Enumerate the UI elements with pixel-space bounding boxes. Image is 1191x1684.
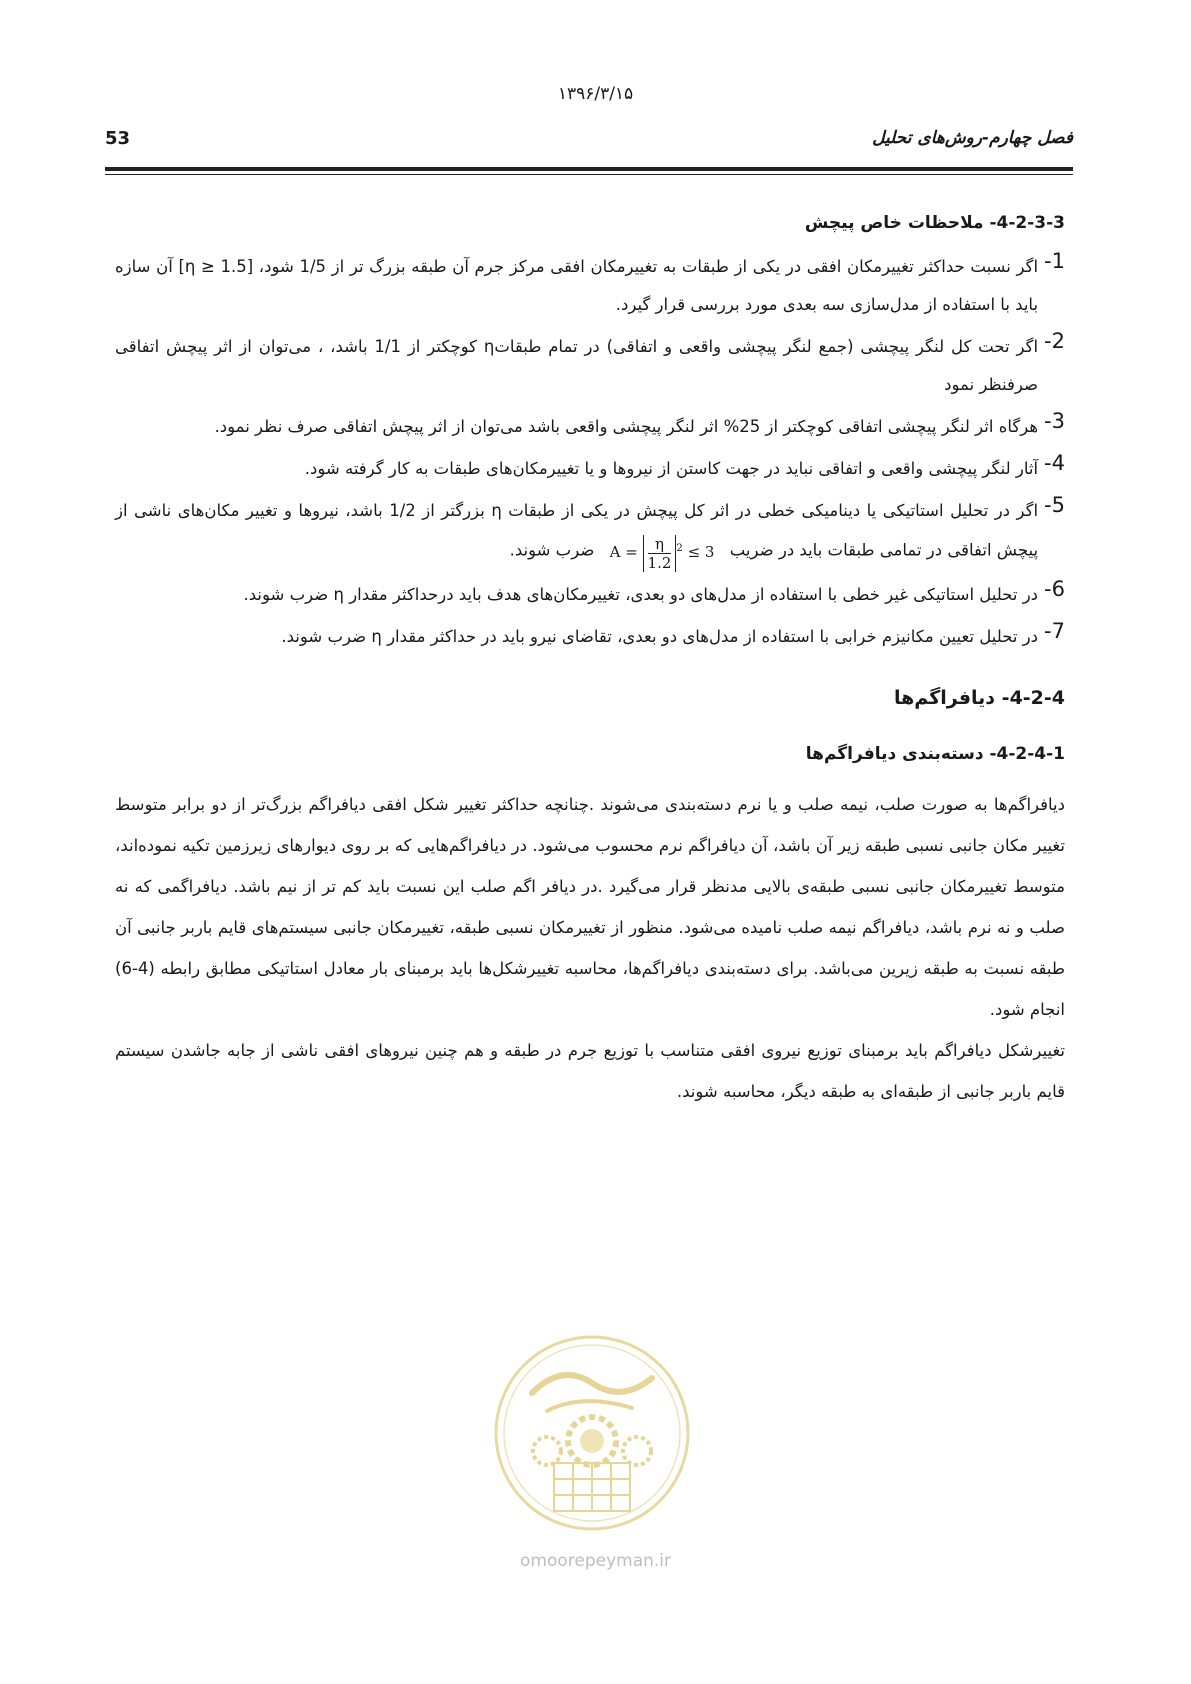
formula-exponent: 2 [676,543,683,555]
list-item [115,408,1065,446]
list-item [115,328,1065,404]
list-item-text-after: ضرب شوند. [509,540,595,560]
list-item [115,576,1065,614]
amplification-formula [610,530,715,572]
page-number: 53 [105,128,131,149]
formula-fraction [643,535,677,572]
formula-numerator: η [648,535,672,554]
list-item-number: 6- [1044,576,1065,601]
list-item-number: 5- [1044,493,1065,518]
list-item [115,248,1065,324]
body-paragraph: دیافراگم‌ها به صورت صلب، نیمه صلب و یا نرم دسته‌بندی می‌شوند .چنانچه حداکثر تغییر شکل افقی دیافراگم بزرگ‌تر از دو برابر متوسط تغییر مکان جانبی نسبی طبقه زیر آن باشد، آن دیافراگم نرم محسوب می‌شود. در دیافراگم‌هایی که بر روی دیوارهای زیرزمین تکیه نموده‌اند، متوسط تغییرمکان جانبی نسبی طبقه‌ی بالایی مدنظر قرار می‌گیرد .در دیافر اگم صلب این نسبت باید کم تر از نیم باشد. دیافراگمی که نه صلب و نه نرم باشد، دیافراگم نیمه صلب نامیده می‌شود. منظور از تغییرمکان نسبی طبقه، تغییرمکان جانبی سیستم‌های قایم باربر جانبی آن طبقه نسبت به طبقه زیرین می‌باشد. برای دسته‌بندی دیافراگم‌ها، محاسبه تغییرشکل‌ها باید برمبنای بار معادل استاتیکی مطابق رابطه (4-6) انجام شود. [115,794,1065,1019]
list-item-text: در تحلیل تعیین مکانیزم خرابی با استفاده از مدل‌های دو بعدی، تقاضای نیرو باید در حداکثر مقدار η ضرب شوند. [281,626,1039,646]
body-paragraph: تغییرشکل دیافراگم باید برمبنای توزیع نیروی افقی متناسب با توزیع جرم در طبقه و هم چنین نیروهای افقی ناشی از جابه جاشدن سیستم قایم باربر جانبی از طبقه‌ای به طبقه دیگر، محاسبه شوند. [115,1040,1065,1101]
list-item [115,618,1065,656]
list-item-text: اگر در تحلیل استاتیکی یا دینامیکی خطی در اثر کل پیچش در یکی از طبقات η بزرگتر از 1/2 باشد، نیروها و تغییر مکان‌های ناشی از پیچش اتفاقی در تمامی طبقات باید در ضریب [115,501,1039,560]
list-item [115,492,1065,572]
header-rule-thick [105,167,1073,171]
section-heading-diaphragms: 4-2-4- دیافراگم‌ها [894,686,1065,709]
list-item-number: 1- [1044,249,1065,274]
list-item-number: 3- [1044,409,1065,434]
formula-denominator: 1.2 [647,553,672,572]
header-rule-thin [105,174,1073,175]
list-item-text: هرگاه اثر لنگر پیچشی اتفاقی کوچکتر از 25% اثر لنگر پیچشی واقعی باشد می‌توان از اثر پیچش اتفاقی صرف نظر نمود. [214,417,1039,437]
watermark-url: omoorepeyman.ir [519,1551,672,1571]
list-item-number: 7- [1044,618,1065,643]
formula-rhs: ≤ 3 [687,543,715,562]
list-item-text: در تحلیل استاتیکی غیر خطی با استفاده از مدل‌های دو بعدی، تغییرمکان‌های هدف باید درحداکثر مقدار η ضرب شوند. [243,584,1039,604]
formula-lhs: A = [609,543,638,562]
list-item-text: اگر تحت کل لنگر پیچشی (جمع لنگر پیچشی واقعی و اتفاقی) در تمام طبقاتη کوچکتر از 1/1 باشد، ، می‌توان از اثر پیچش اتفاقی صرفنظر نمود [115,337,1039,395]
list-item [115,450,1065,488]
list-item-number: 4- [1044,451,1065,476]
page-content [115,210,1065,1112]
section-heading-torsion: 4-2-3-3- ملاحظات خاص پیچش [804,213,1065,233]
subsection-heading-classification: 4-2-4-1- دسته‌بندی دیافراگم‌ها [805,744,1065,765]
page-header [105,128,1073,158]
list-item-body [115,492,1038,572]
list-item-text: آثار لنگر پیچشی واقعی و اتفاقی نباید در جهت کاستن از نیروها و یا تغییرمکان‌های طبقات به کار گرفته شود. [304,459,1039,479]
date-stamp: ۱۳۹۶/۳/۱۵ [557,84,634,104]
watermark-seal-icon [492,1333,692,1533]
list-item-number: 2- [1044,329,1065,354]
chapter-title: فصل چهارم-روش‌های تحلیل [872,128,1073,148]
list-item-text: اگر نسبت حداکثر تغییرمکان افقی در یکی از طبقات به تغییرمکان افقی مرکز جرم آن طبقه بزرگ تر از 1/5 شود، [η ≥ 1.5] آن سازه باید با استفاده از مدل‌سازی سه بعدی مورد بررسی قرار گیرد. [115,257,1039,315]
